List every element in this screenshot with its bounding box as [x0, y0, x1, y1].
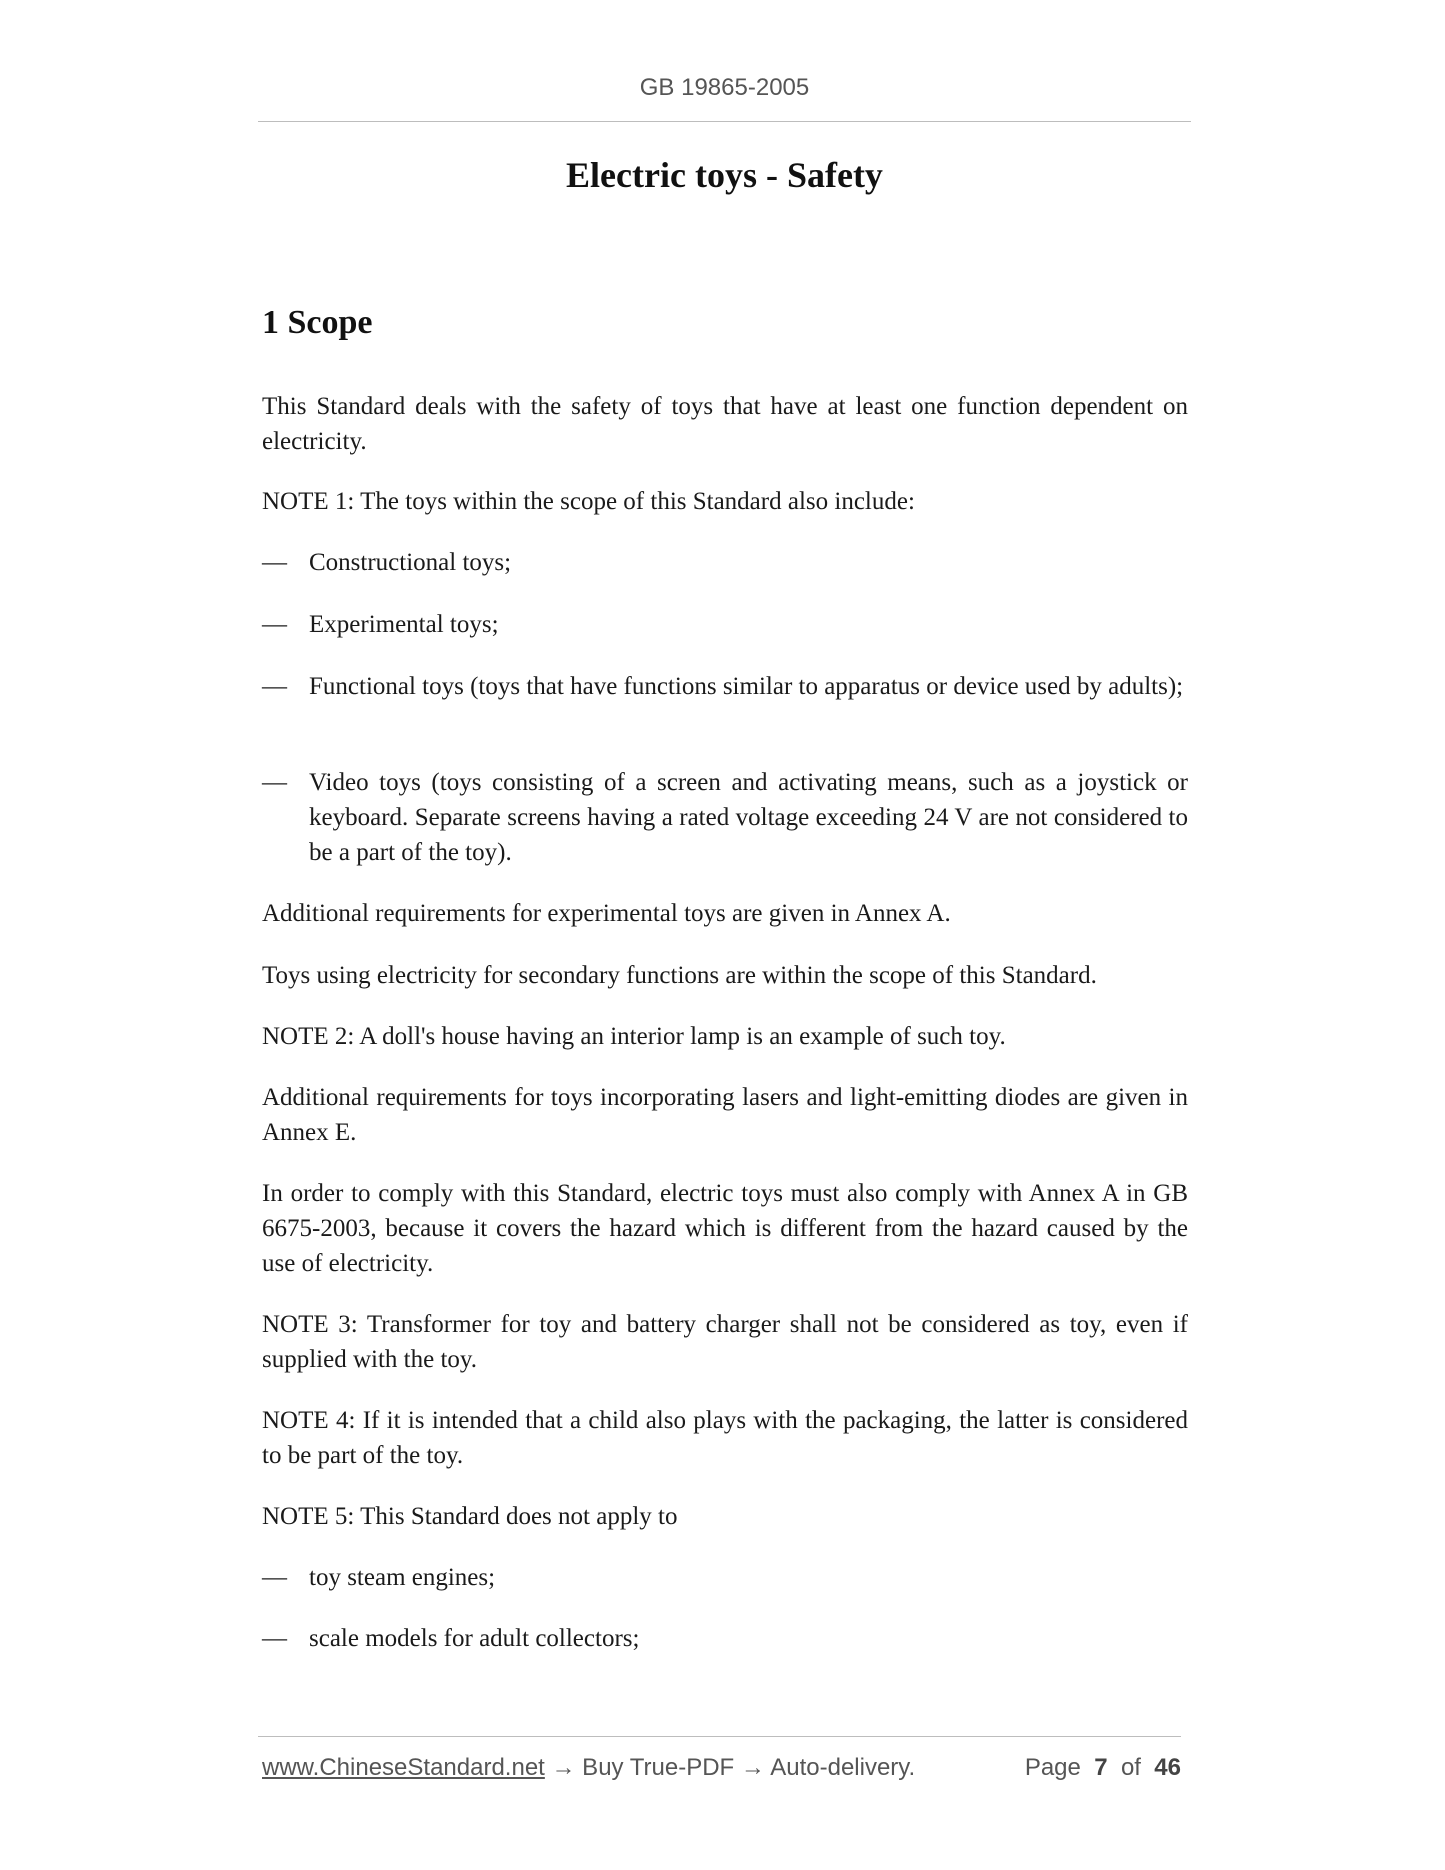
list-item: [262, 1560, 1188, 1595]
note-3: NOTE 3: Transformer for toy and battery charger shall not be considered as toy, even if supplied with the toy.: [262, 1311, 1188, 1373]
page-current: 7: [1094, 1754, 1108, 1781]
page-total: 46: [1154, 1754, 1181, 1781]
paragraph-compliance: In order to comply with this Standard, electric toys must also comply with Annex A in GB 6675-2003, because it covers the hazard which is different from the hazard caused by the use of electricity.: [262, 1180, 1188, 1277]
paragraph-annex-a: Additional requirements for experimental toys are given in Annex A.: [262, 900, 951, 927]
page-word: Page: [1024, 1754, 1081, 1781]
dash-bullet: —: [262, 1625, 287, 1652]
note-5: NOTE 5: This Standard does not apply to: [262, 1503, 678, 1530]
list-item-text: Constructional toys;: [309, 549, 512, 576]
note-1: NOTE 1: The toys within the scope of this Standard also include:: [262, 488, 915, 515]
note-2: NOTE 2: A doll's house having an interior lamp is an example of such toy.: [262, 1023, 1006, 1050]
list-item: [262, 669, 1188, 704]
list-item-text: toy steam engines;: [309, 1564, 496, 1591]
page-footer: [262, 1754, 1181, 1782]
list-item: [262, 1621, 1188, 1656]
page-header: GB 19865-2005: [639, 74, 810, 101]
page-number: [1025, 1754, 1181, 1782]
list-item: [262, 545, 1188, 580]
paragraph-annex-e: Additional requirements for toys incorporating lasers and light-emitting diodes are given in Annex E.: [262, 1084, 1188, 1146]
list-item: [262, 765, 1188, 870]
document-title: Electric toys - Safety: [566, 155, 883, 195]
footer-promo-text: → Buy True-PDF → Auto-delivery.: [544, 1754, 916, 1781]
list-item-text: Functional toys (toys that have functions similar to apparatus or device used by adults);: [309, 673, 1184, 700]
paragraph-secondary-functions: Toys using electricity for secondary functions are within the scope of this Standard.: [262, 962, 1097, 989]
dash-bullet: —: [262, 673, 287, 700]
list-item-text: Experimental toys;: [309, 611, 499, 638]
section-heading-scope: 1 Scope: [262, 304, 373, 341]
footer-site-link[interactable]: www.ChineseStandard.net: [262, 1754, 545, 1781]
header-divider: [258, 121, 1191, 122]
dash-bullet: —: [262, 769, 287, 796]
paragraph-scope-intro: This Standard deals with the safety of toys that have at least one function dependent on electricity.: [262, 393, 1188, 455]
dash-bullet: —: [262, 1564, 287, 1591]
dash-bullet: —: [262, 611, 287, 638]
footer-divider: [258, 1736, 1181, 1737]
list-item-text: scale models for adult collectors;: [309, 1625, 640, 1652]
dash-bullet: —: [262, 549, 287, 576]
note-4: NOTE 4: If it is intended that a child also plays with the packaging, the latter is considered to be part of the toy.: [262, 1407, 1188, 1469]
of-word: of: [1120, 1754, 1141, 1781]
footer-promo: [262, 1754, 915, 1782]
list-item: [262, 607, 1188, 642]
list-item-text: Video toys (toys consisting of a screen and activating means, such as a joystick or keyboard. Separate screens having a rated voltage exceeding 24 V are not considered to be a part of the toy).: [309, 769, 1188, 866]
